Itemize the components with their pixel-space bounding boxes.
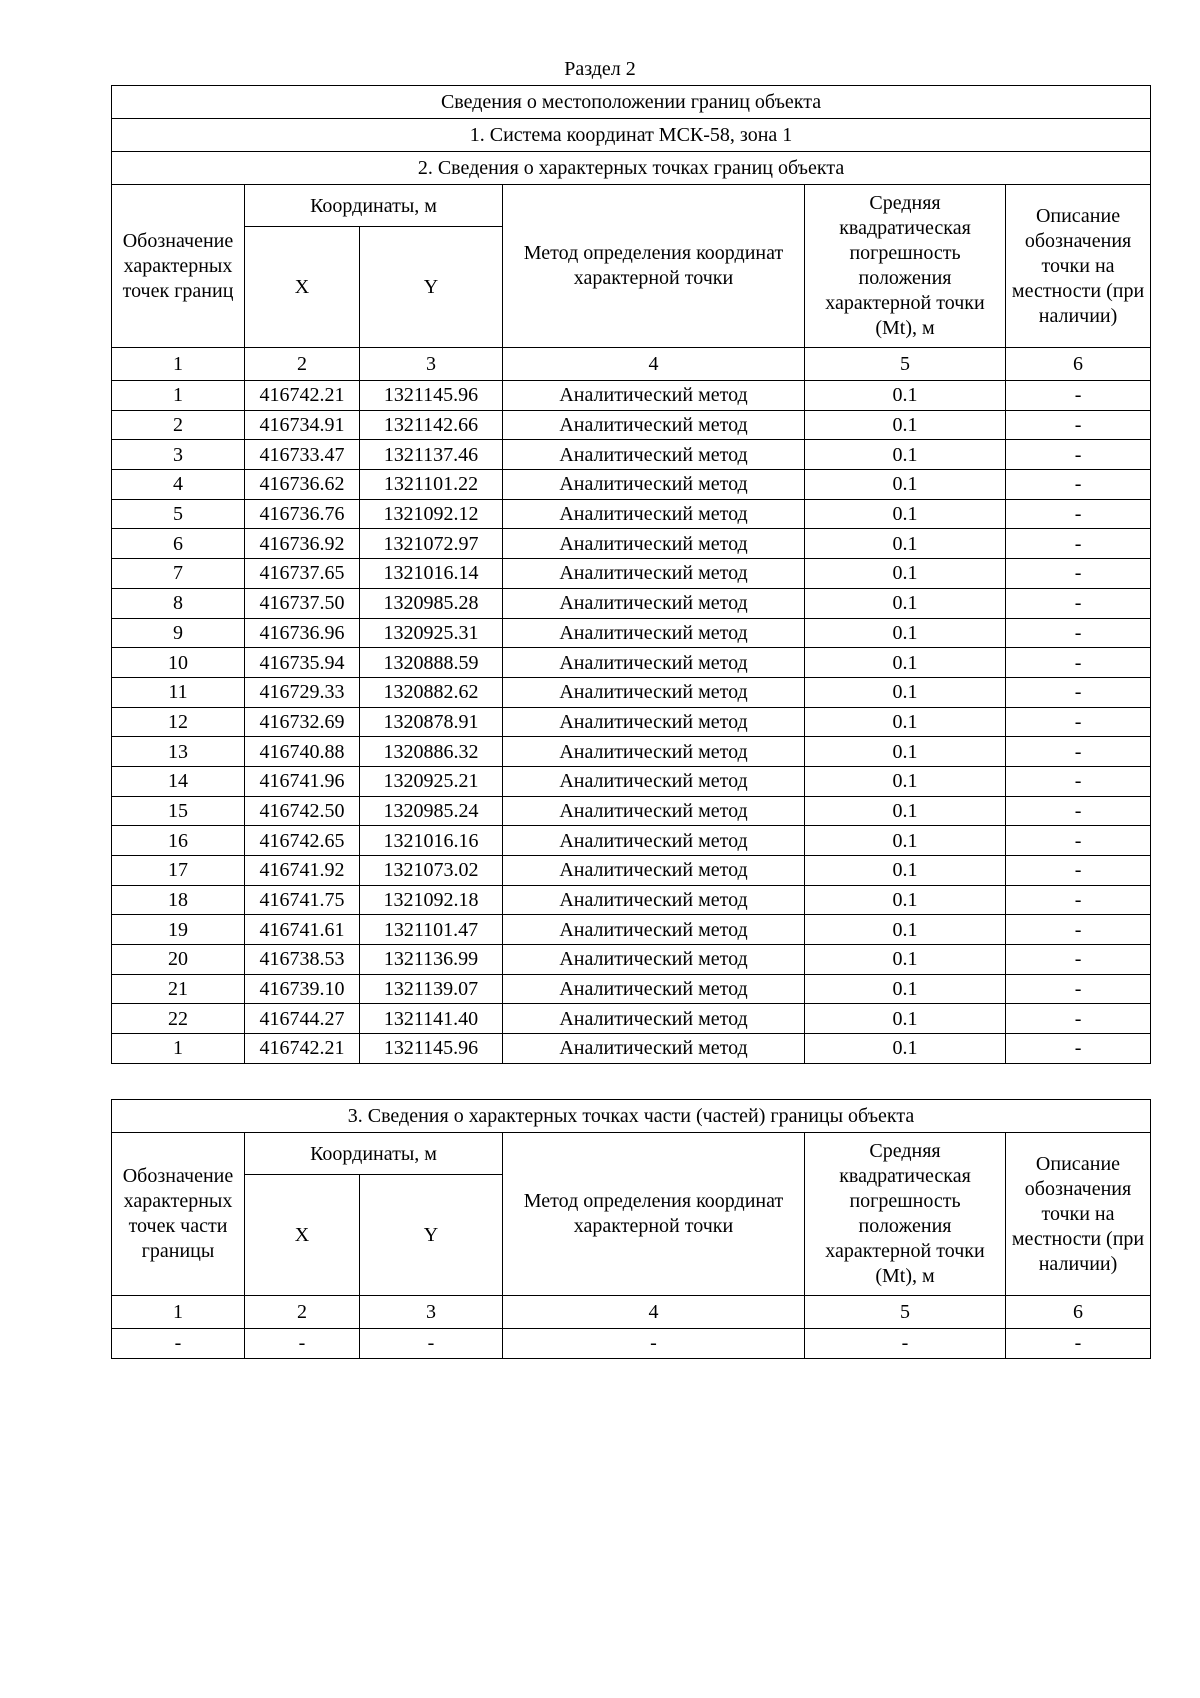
cell-method: Аналитический метод	[503, 440, 805, 470]
col-number: 1	[112, 1296, 245, 1329]
cell-x: 416742.65	[245, 826, 360, 856]
cell-error: 0.1	[805, 499, 1006, 529]
cell-method: Аналитический метод	[503, 885, 805, 915]
table-row	[112, 737, 1151, 767]
cell-y: 1320925.21	[360, 766, 503, 796]
header-designation: Обозначение характерных точек границ	[112, 185, 245, 348]
table-row	[112, 677, 1151, 707]
cell-error: -	[805, 1329, 1006, 1359]
table-row	[112, 885, 1151, 915]
table-row	[112, 796, 1151, 826]
header-method: Метод определения координат характерной точки	[503, 1133, 805, 1296]
cell-x: 416736.92	[245, 529, 360, 559]
cell-x: 416742.21	[245, 381, 360, 411]
cell-x: 416736.62	[245, 470, 360, 500]
header-y: Y	[360, 227, 503, 348]
table-row	[112, 410, 1151, 440]
cell-description: -	[1006, 974, 1151, 1004]
cell-error: 0.1	[805, 737, 1006, 767]
cell-description: -	[1006, 737, 1151, 767]
cell-y: 1321145.96	[360, 1034, 503, 1064]
cell-method: Аналитический метод	[503, 529, 805, 559]
cell-point: 16	[112, 826, 245, 856]
col-number: 4	[503, 348, 805, 381]
cell-x: 416741.92	[245, 856, 360, 886]
table-row	[112, 440, 1151, 470]
cell-point: 11	[112, 677, 245, 707]
table-row	[112, 529, 1151, 559]
cell-error: 0.1	[805, 826, 1006, 856]
cell-point: 10	[112, 648, 245, 678]
cell-description: -	[1006, 559, 1151, 589]
header-coordinates: Координаты, м	[245, 185, 503, 227]
cell-point: 4	[112, 470, 245, 500]
col-number: 6	[1006, 1296, 1151, 1329]
cell-description: -	[1006, 945, 1151, 975]
cell-method: Аналитический метод	[503, 559, 805, 589]
cell-description: -	[1006, 826, 1151, 856]
object-boundary-title: Сведения о местоположении границ объекта	[112, 86, 1151, 119]
cell-error: 0.1	[805, 440, 1006, 470]
cell-method: Аналитический метод	[503, 648, 805, 678]
cell-error: 0.1	[805, 618, 1006, 648]
col-number: 6	[1006, 348, 1151, 381]
cell-y: 1321016.14	[360, 559, 503, 589]
cell-error: 0.1	[805, 648, 1006, 678]
cell-y: 1321092.12	[360, 499, 503, 529]
cell-error: 0.1	[805, 945, 1006, 975]
cell-point: 6	[112, 529, 245, 559]
cell-description: -	[1006, 381, 1151, 411]
cell-y: 1320878.91	[360, 707, 503, 737]
cell-description: -	[1006, 470, 1151, 500]
cell-y: 1320882.62	[360, 677, 503, 707]
header-x: X	[245, 1175, 360, 1296]
cell-method: Аналитический метод	[503, 677, 805, 707]
section-title: Раздел 2	[564, 58, 636, 80]
cell-description: -	[1006, 1329, 1151, 1359]
cell-method: Аналитический метод	[503, 945, 805, 975]
cell-method: Аналитический метод	[503, 1034, 805, 1064]
table-row	[112, 915, 1151, 945]
table-row	[112, 618, 1151, 648]
cell-x: 416732.69	[245, 707, 360, 737]
table-row	[112, 588, 1151, 618]
cell-error: 0.1	[805, 707, 1006, 737]
cell-y: 1321072.97	[360, 529, 503, 559]
table-row	[112, 945, 1151, 975]
cell-error: 0.1	[805, 974, 1006, 1004]
cell-description: -	[1006, 499, 1151, 529]
cell-x: 416744.27	[245, 1004, 360, 1034]
cell-error: 0.1	[805, 677, 1006, 707]
cell-description: -	[1006, 440, 1151, 470]
cell-method: Аналитический метод	[503, 588, 805, 618]
cell-description: -	[1006, 796, 1151, 826]
cell-description: -	[1006, 1034, 1151, 1064]
cell-y: 1321139.07	[360, 974, 503, 1004]
cell-error: 0.1	[805, 796, 1006, 826]
cell-point: 3	[112, 440, 245, 470]
cell-x: 416740.88	[245, 737, 360, 767]
cell-point: 7	[112, 559, 245, 589]
cell-method: Аналитический метод	[503, 1004, 805, 1034]
table-row	[112, 974, 1151, 1004]
cell-y: 1321092.18	[360, 885, 503, 915]
cell-error: 0.1	[805, 588, 1006, 618]
cell-description: -	[1006, 529, 1151, 559]
column-numbers-row	[112, 348, 1151, 381]
cell-description: -	[1006, 885, 1151, 915]
col-number: 5	[805, 1296, 1006, 1329]
cell-point: 22	[112, 1004, 245, 1034]
cell-y: 1321016.16	[360, 826, 503, 856]
cell-x: 416738.53	[245, 945, 360, 975]
col-number: 5	[805, 348, 1006, 381]
cell-method: Аналитический метод	[503, 707, 805, 737]
table-row	[112, 1004, 1151, 1034]
cell-point: 8	[112, 588, 245, 618]
cell-error: 0.1	[805, 529, 1006, 559]
cell-error: 0.1	[805, 885, 1006, 915]
cell-method: -	[503, 1329, 805, 1359]
table-row	[112, 648, 1151, 678]
header-description: Описание обозначения точки на местности (при наличии)	[1006, 1133, 1151, 1296]
cell-description: -	[1006, 618, 1151, 648]
cell-method: Аналитический метод	[503, 826, 805, 856]
table-row	[112, 499, 1151, 529]
cell-point: 5	[112, 499, 245, 529]
header-method: Метод определения координат характерной точки	[503, 185, 805, 348]
cell-y: 1320985.28	[360, 588, 503, 618]
cell-x: 416735.94	[245, 648, 360, 678]
cell-point: 19	[112, 915, 245, 945]
cell-description: -	[1006, 588, 1151, 618]
cell-x: 416729.33	[245, 677, 360, 707]
cell-x: 416742.50	[245, 796, 360, 826]
cell-x: 416737.50	[245, 588, 360, 618]
header-y: Y	[360, 1175, 503, 1296]
cell-point: 21	[112, 974, 245, 1004]
table-row	[112, 559, 1151, 589]
cell-y: 1321145.96	[360, 381, 503, 411]
cell-y: 1321136.99	[360, 945, 503, 975]
cell-point: 13	[112, 737, 245, 767]
cell-description: -	[1006, 766, 1151, 796]
cell-method: Аналитический метод	[503, 470, 805, 500]
header-error: Средняя квадратическая погрешность положения характерной точки (Mt), м	[805, 1133, 1006, 1296]
cell-method: Аналитический метод	[503, 618, 805, 648]
col-number: 2	[245, 1296, 360, 1329]
cell-y: 1321141.40	[360, 1004, 503, 1034]
cell-description: -	[1006, 410, 1151, 440]
cell-error: 0.1	[805, 856, 1006, 886]
cell-method: Аналитический метод	[503, 499, 805, 529]
cell-point: 1	[112, 381, 245, 411]
cell-point: 20	[112, 945, 245, 975]
cell-error: 0.1	[805, 559, 1006, 589]
cell-x: 416736.76	[245, 499, 360, 529]
cell-method: Аналитический метод	[503, 974, 805, 1004]
boundary-points-table	[111, 85, 1151, 1064]
part-boundary-points-table	[111, 1099, 1151, 1359]
cell-method: Аналитический метод	[503, 796, 805, 826]
cell-x: 416736.96	[245, 618, 360, 648]
table-row	[112, 1034, 1151, 1064]
cell-x: 416737.65	[245, 559, 360, 589]
cell-point: 15	[112, 796, 245, 826]
cell-error: 0.1	[805, 915, 1006, 945]
cell-method: Аналитический метод	[503, 766, 805, 796]
cell-x: -	[245, 1329, 360, 1359]
col-number: 3	[360, 1296, 503, 1329]
cell-y: 1321137.46	[360, 440, 503, 470]
cell-error: 0.1	[805, 766, 1006, 796]
cell-point: 9	[112, 618, 245, 648]
cell-description: -	[1006, 648, 1151, 678]
table-row	[112, 826, 1151, 856]
cell-error: 0.1	[805, 470, 1006, 500]
header-description: Описание обозначения точки на местности (при наличии)	[1006, 185, 1151, 348]
cell-y: 1320888.59	[360, 648, 503, 678]
cell-error: 0.1	[805, 1034, 1006, 1064]
cell-y: 1321101.22	[360, 470, 503, 500]
cell-point: 18	[112, 885, 245, 915]
header-designation-parts: Обозначение характерных точек части границы	[112, 1133, 245, 1296]
cell-method: Аналитический метод	[503, 915, 805, 945]
table-row	[112, 1329, 1151, 1359]
cell-description: -	[1006, 707, 1151, 737]
coordinate-system-title: 1. Система координат МСК-58, зона 1	[112, 119, 1151, 152]
column-numbers-row	[112, 1296, 1151, 1329]
cell-x: 416733.47	[245, 440, 360, 470]
cell-point: 2	[112, 410, 245, 440]
cell-x: 416741.96	[245, 766, 360, 796]
col-number: 2	[245, 348, 360, 381]
cell-point: 1	[112, 1034, 245, 1064]
cell-description: -	[1006, 915, 1151, 945]
cell-error: 0.1	[805, 381, 1006, 411]
cell-x: 416739.10	[245, 974, 360, 1004]
header-error: Средняя квадратическая погрешность положения характерной точки (Mt), м	[805, 185, 1006, 348]
table-row	[112, 381, 1151, 411]
cell-method: Аналитический метод	[503, 737, 805, 767]
col-number: 4	[503, 1296, 805, 1329]
cell-point: 14	[112, 766, 245, 796]
cell-error: 0.1	[805, 410, 1006, 440]
cell-y: 1321101.47	[360, 915, 503, 945]
cell-method: Аналитический метод	[503, 381, 805, 411]
table-row	[112, 470, 1151, 500]
cell-x: 416742.21	[245, 1034, 360, 1064]
table-row	[112, 856, 1151, 886]
cell-x: 416741.75	[245, 885, 360, 915]
cell-y: 1321142.66	[360, 410, 503, 440]
boundary-points-title: 2. Сведения о характерных точках границ объекта	[112, 152, 1151, 185]
table-row	[112, 766, 1151, 796]
cell-y: -	[360, 1329, 503, 1359]
cell-y: 1320925.31	[360, 618, 503, 648]
cell-y: 1321073.02	[360, 856, 503, 886]
col-number: 3	[360, 348, 503, 381]
part-boundary-title: 3. Сведения о характерных точках части (частей) границы объекта	[112, 1100, 1151, 1133]
cell-x: 416734.91	[245, 410, 360, 440]
cell-y: 1320886.32	[360, 737, 503, 767]
cell-point: -	[112, 1329, 245, 1359]
col-number: 1	[112, 348, 245, 381]
cell-point: 12	[112, 707, 245, 737]
cell-y: 1320985.24	[360, 796, 503, 826]
cell-method: Аналитический метод	[503, 856, 805, 886]
cell-description: -	[1006, 1004, 1151, 1034]
cell-description: -	[1006, 856, 1151, 886]
cell-method: Аналитический метод	[503, 410, 805, 440]
cell-point: 17	[112, 856, 245, 886]
cell-error: 0.1	[805, 1004, 1006, 1034]
header-x: X	[245, 227, 360, 348]
table-row	[112, 707, 1151, 737]
cell-description: -	[1006, 677, 1151, 707]
cell-x: 416741.61	[245, 915, 360, 945]
header-coordinates: Координаты, м	[245, 1133, 503, 1175]
